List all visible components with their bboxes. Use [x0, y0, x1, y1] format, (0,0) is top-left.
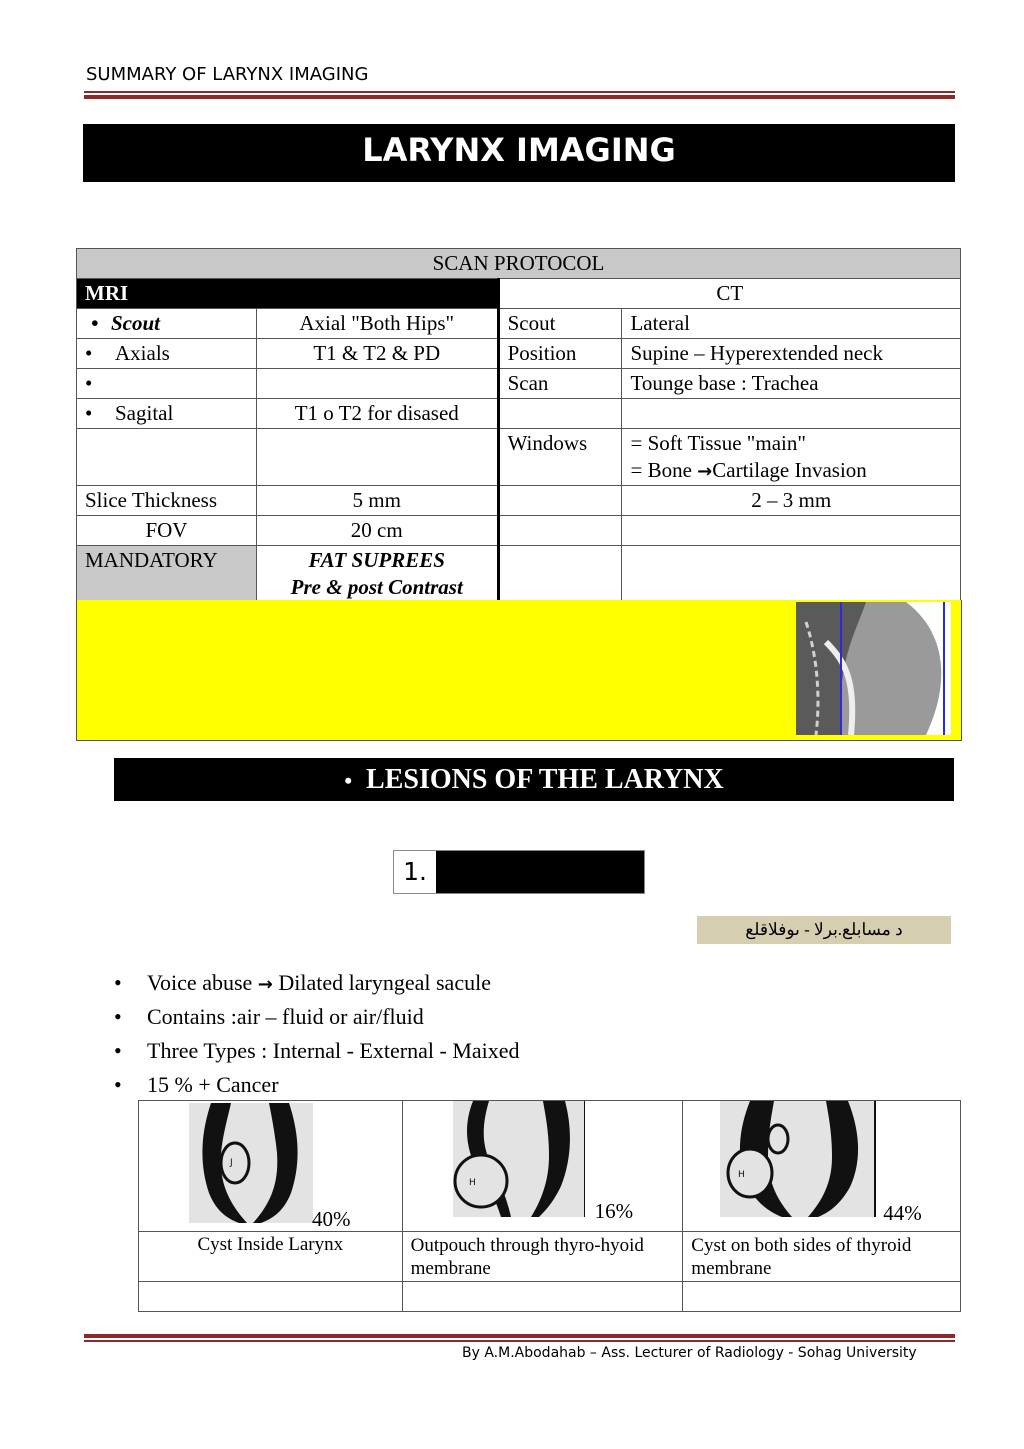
list-item: • 15 % + Cancer [114, 1068, 520, 1102]
type-label: Outpouch through thyro-hyoid membrane [402, 1232, 683, 1282]
table-row [77, 399, 961, 429]
list-item: • Three Types : Internal - External - Maixed [114, 1034, 520, 1068]
mandatory-line-1: FAT SUPREES [308, 548, 445, 572]
footer-rule-thick [84, 1334, 955, 1338]
mri-value: T1 & T2 & PD [256, 339, 498, 369]
table-row [77, 486, 961, 516]
ct-scout-image [796, 602, 951, 735]
lesions-heading: • LESIONS OF THE LARYNX [114, 758, 954, 801]
scan-protocol-heading: SCAN PROTOCOL [77, 249, 961, 279]
mandatory-label: MANDATORY [77, 546, 257, 603]
table-row [77, 339, 961, 369]
ct-header: CT [498, 279, 960, 309]
ct-param: Position [498, 339, 622, 369]
svg-text:H: H [738, 1170, 746, 1180]
table-row [77, 309, 961, 339]
section-title: LARYNGEOCELE [399, 899, 619, 928]
ct-value: Tounge base : Trachea [622, 369, 961, 399]
mri-header: MRI [77, 279, 499, 309]
ct-param: Scan [498, 369, 622, 399]
type-label: Cyst on both sides of thyroid membrane [683, 1232, 961, 1282]
mri-value: Axial "Both Hips" [256, 309, 498, 339]
percent-label: 44% [883, 1201, 922, 1225]
percent-label: 40% [312, 1207, 351, 1231]
list-item: • Contains :air – fluid or air/fluid [114, 1000, 520, 1034]
mri-value: T1 o T2 for disased [256, 399, 498, 429]
table-row [77, 429, 961, 486]
slice-thickness-ct: 2 – 3 mm [622, 486, 961, 516]
windows-line-1: = Soft Tissue "main" [630, 431, 806, 455]
ct-value [622, 399, 961, 429]
svg-text:H: H [468, 1178, 476, 1188]
windows-label: Windows [498, 429, 622, 486]
type-figure-cell [139, 1101, 403, 1232]
ct-value: Lateral [622, 309, 961, 339]
key-points [114, 966, 520, 1102]
external-type-diagram [453, 1101, 585, 1217]
mri-param: Sagital [115, 401, 174, 425]
footer-rule-thin [84, 1340, 955, 1342]
percent-label: 16% [594, 1199, 634, 1223]
slice-thickness-label: Slice Thickness [77, 486, 257, 516]
bullet-icon: • [344, 768, 353, 793]
svg-text:J: J [230, 1158, 233, 1168]
table-row [77, 516, 961, 546]
footer-credit: By A.M.Abodahab – Ass. Lecturer of Radiology - Sohag University [462, 1345, 917, 1361]
ct-value: Supine – Hyperextended neck [622, 339, 961, 369]
header-rule-thick [84, 95, 955, 99]
windows-line-2: = Bone →Cartilage Invasion [630, 458, 867, 482]
type-label: Cyst Inside Larynx [139, 1232, 403, 1282]
section-number: 1. [394, 851, 436, 893]
fov-label: FOV [77, 516, 257, 546]
mri-param: Scout [111, 311, 161, 335]
internal-type-diagram [189, 1103, 313, 1223]
mandatory-line-2: Pre & post Contrast [290, 575, 463, 599]
header-rule-thin [84, 91, 955, 93]
laryngocele-types-table [138, 1100, 961, 1312]
fov-mri: 20 cm [256, 516, 498, 546]
table-row [77, 369, 961, 399]
page-title: LARYNX IMAGING [83, 124, 955, 182]
ct-param: Scout [498, 309, 622, 339]
mandatory-value [256, 546, 498, 603]
list-item: • Voice abuse → Dilated laryngeal sacule [114, 966, 520, 1000]
mri-value [256, 369, 498, 399]
type-figure-cell [683, 1101, 961, 1232]
windows-value [622, 429, 961, 486]
mixed-type-diagram [720, 1101, 876, 1217]
mri-param: Axials [115, 341, 170, 365]
slice-thickness-mri: 5 mm [256, 486, 498, 516]
scan-protocol-table [76, 248, 961, 603]
type-figure-cell [402, 1101, 683, 1232]
running-header: SUMMARY OF LARYNX IMAGING [86, 64, 369, 85]
section-heading [393, 850, 645, 928]
arrow-icon: → [697, 461, 713, 482]
arabic-note: د مسابلع.برلا - ىوفلاقلع [697, 916, 951, 944]
ct-param [498, 399, 622, 429]
table-row [77, 546, 961, 603]
arrow-icon: → [257, 974, 273, 995]
